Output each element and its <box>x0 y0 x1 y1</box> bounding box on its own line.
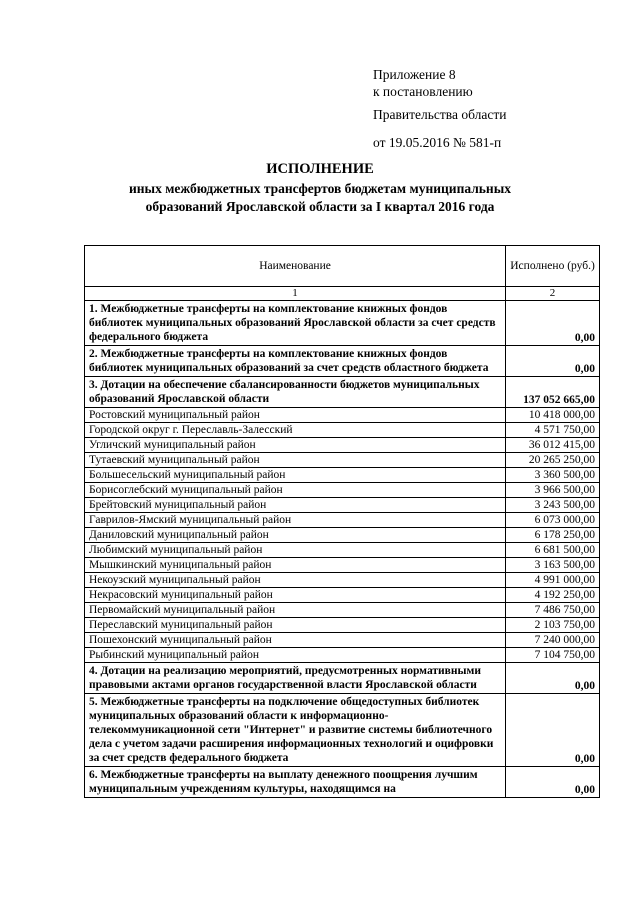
row-value: 3 966 500,00 <box>506 483 600 498</box>
row-name: Ростовский муниципальный район <box>85 408 506 423</box>
table-row <box>85 468 600 483</box>
table-row <box>85 648 600 663</box>
row-value: 0,00 <box>506 346 600 377</box>
row-value: 7 486 750,00 <box>506 603 600 618</box>
transfers-table <box>84 245 600 798</box>
header-executed: Исполнено (руб.) <box>506 246 600 287</box>
table-section-row <box>85 346 600 377</box>
row-name: Рыбинский муниципальный район <box>85 648 506 663</box>
appendix-block <box>373 64 506 154</box>
table-row <box>85 633 600 648</box>
row-name: 3. Дотации на обеспечение сбалансированности бюджетов муниципальных образований Ярославской области <box>85 377 506 408</box>
row-name: Брейтовский муниципальный район <box>85 498 506 513</box>
row-value: 20 265 250,00 <box>506 453 600 468</box>
row-value: 0,00 <box>506 767 600 798</box>
table-row <box>85 618 600 633</box>
row-name: Мышкинский муниципальный район <box>85 558 506 573</box>
row-name: Борисоглебский муниципальный район <box>85 483 506 498</box>
row-name: Пошехонский муниципальный район <box>85 633 506 648</box>
row-value: 7 104 750,00 <box>506 648 600 663</box>
row-value: 4 571 750,00 <box>506 423 600 438</box>
row-value: 6 681 500,00 <box>506 543 600 558</box>
table-row <box>85 588 600 603</box>
document-title <box>0 160 640 216</box>
row-value: 0,00 <box>506 663 600 694</box>
table-row <box>85 453 600 468</box>
column-number-2: 2 <box>506 287 600 301</box>
row-value: 3 243 500,00 <box>506 498 600 513</box>
table-row <box>85 513 600 528</box>
title-line-3: образований Ярославской области за I квартал 2016 года <box>145 199 495 214</box>
row-name: Городской округ г. Переславль-Залесский <box>85 423 506 438</box>
table-section-row <box>85 663 600 694</box>
table-row <box>85 498 600 513</box>
row-name: Тутаевский муниципальный район <box>85 453 506 468</box>
row-value: 7 240 000,00 <box>506 633 600 648</box>
appendix-line-3: Правительства области <box>373 107 507 122</box>
table-row <box>85 483 600 498</box>
header-name: Наименование <box>85 246 506 287</box>
row-name: Первомайский муниципальный район <box>85 603 506 618</box>
row-name: Большесельский муниципальный район <box>85 468 506 483</box>
table-section-row <box>85 694 600 767</box>
table-row <box>85 573 600 588</box>
table-row <box>85 543 600 558</box>
table-row <box>85 408 600 423</box>
row-value: 3 163 500,00 <box>506 558 600 573</box>
row-name: Даниловский муниципальный район <box>85 528 506 543</box>
row-name: 6. Межбюджетные трансферты на выплату денежного поощрения лучшим муниципальным учреждениям культуры, находящимся на <box>85 767 506 798</box>
table-section-row <box>85 767 600 798</box>
row-name: Некоузский муниципальный район <box>85 573 506 588</box>
row-value: 4 991 000,00 <box>506 573 600 588</box>
row-value: 36 012 415,00 <box>506 438 600 453</box>
row-value: 137 052 665,00 <box>506 377 600 408</box>
row-name: 4. Дотации на реализацию мероприятий, предусмотренных нормативными правовыми актами органов государственной власти Ярославской области <box>85 663 506 694</box>
row-value: 3 360 500,00 <box>506 468 600 483</box>
row-name: 5. Межбюджетные трансферты на подключение общедоступных библиотек муниципальных образований области к информационно-телекоммуникационной сети "Интернет" и развитие системы библиотечного дела с учетом задачи расширения информационных технологий и оцифровки за счет средств федерального бюджета <box>85 694 506 767</box>
row-name: Угличский муниципальный район <box>85 438 506 453</box>
title-line-2: иных межбюджетных трансфертов бюджетам муниципальных <box>129 181 511 196</box>
appendix-line-1: Приложение 8 <box>373 67 456 82</box>
row-value: 10 418 000,00 <box>506 408 600 423</box>
table-section-row <box>85 377 600 408</box>
table-row <box>85 438 600 453</box>
table-row <box>85 423 600 438</box>
column-number-1: 1 <box>85 287 506 301</box>
row-name: Любимский муниципальный район <box>85 543 506 558</box>
row-value: 0,00 <box>506 694 600 767</box>
table-header-row <box>85 246 600 287</box>
row-name: 1. Межбюджетные трансферты на комплектование книжных фондов библиотек муниципальных образований Ярославской области за счет средств федерального бюджета <box>85 301 506 346</box>
row-name: Некрасовский муниципальный район <box>85 588 506 603</box>
row-value: 6 073 000,00 <box>506 513 600 528</box>
row-value: 2 103 750,00 <box>506 618 600 633</box>
table-body <box>85 301 600 798</box>
table-row <box>85 528 600 543</box>
row-name: Гаврилов-Ямский муниципальный район <box>85 513 506 528</box>
appendix-line-4: от 19.05.2016 № 581-п <box>373 135 502 150</box>
table-row <box>85 558 600 573</box>
appendix-line-2: к постановлению <box>373 84 473 99</box>
title-line-1: ИСПОЛНЕНИЕ <box>266 161 374 177</box>
row-name: 2. Межбюджетные трансферты на комплектование книжных фондов библиотек муниципальных образований за счет средств областного бюджета <box>85 346 506 377</box>
table-row <box>85 603 600 618</box>
table-section-row <box>85 301 600 346</box>
row-name: Переславский муниципальный район <box>85 618 506 633</box>
column-number-row <box>85 287 600 301</box>
row-value: 6 178 250,00 <box>506 528 600 543</box>
row-value: 4 192 250,00 <box>506 588 600 603</box>
row-value: 0,00 <box>506 301 600 346</box>
